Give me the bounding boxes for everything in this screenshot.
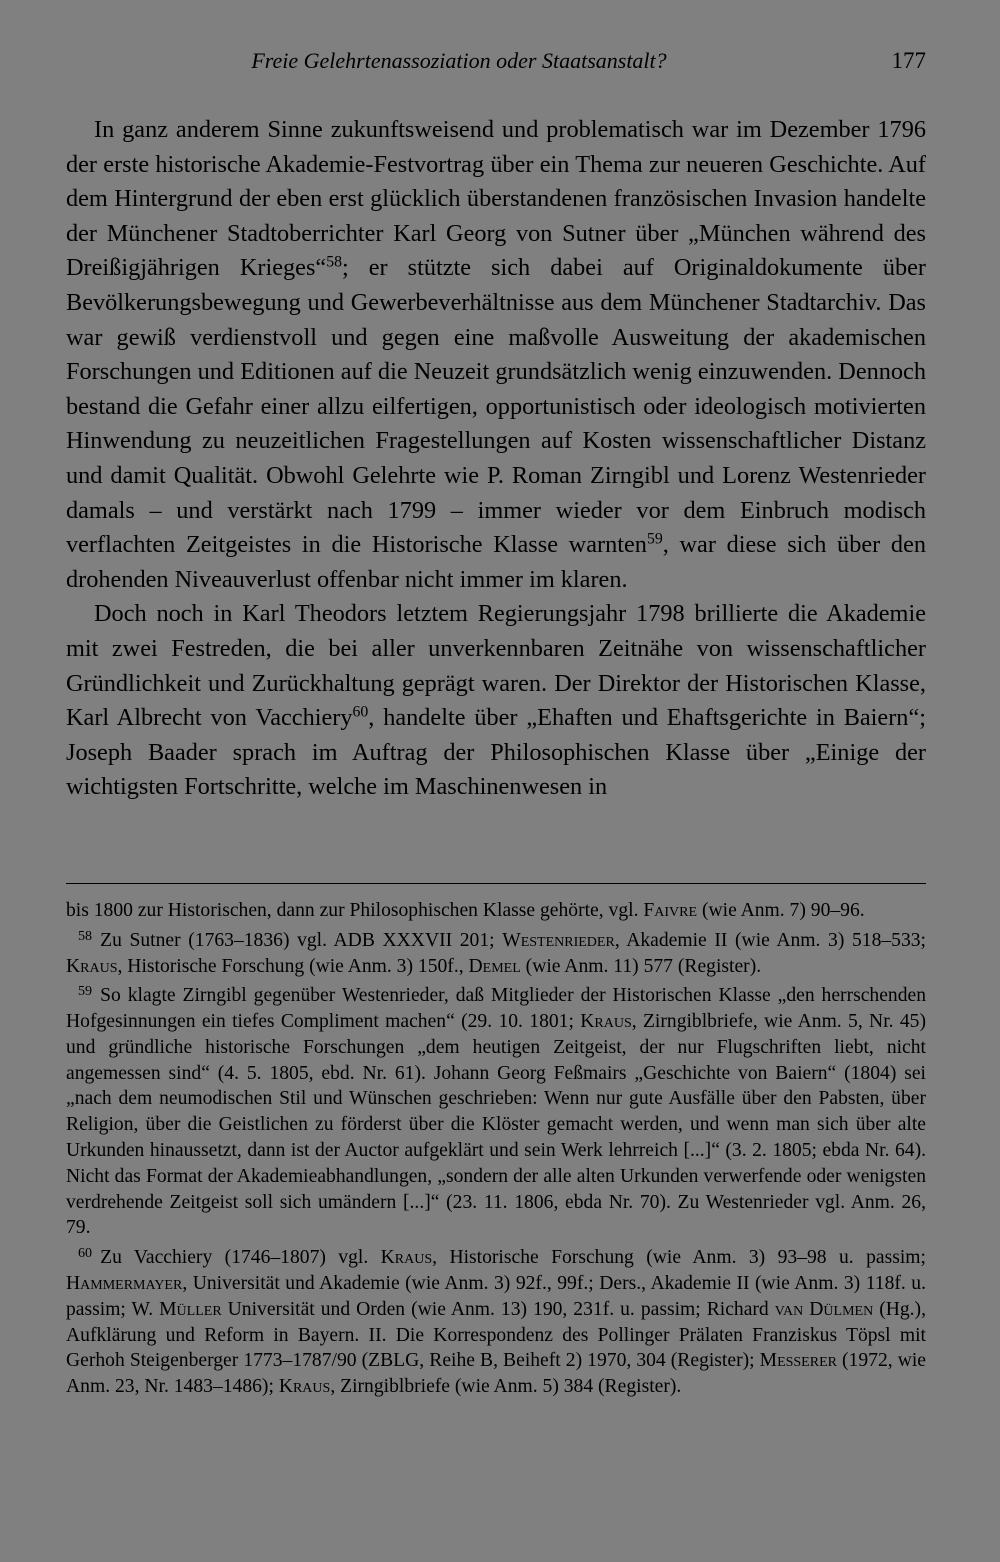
footnote-58 [66, 924, 926, 980]
paragraph-2 [66, 597, 926, 805]
author-name: Kraus [66, 955, 118, 977]
footnote-number: 60 [78, 1245, 93, 1262]
footnote-ref-60[interactable]: 60 [352, 703, 369, 721]
footnotes-section [66, 898, 926, 1400]
footnote-ref-58[interactable]: 58 [326, 253, 342, 271]
footnote-text: Zu Vacchiery (1746–1807) vgl. [100, 1247, 381, 1269]
footnote-continuation [66, 898, 926, 924]
footnote-divider [66, 883, 926, 884]
footnote-text: Zu Sutner (1763–1836) vgl. ADB XXXVII 201; [100, 929, 503, 951]
footnote-text: , Historische Forschung (wie Anm. 3) 150f., [117, 955, 469, 977]
footnote-number: 59 [78, 983, 93, 1000]
footnote-ref-59[interactable]: 59 [646, 530, 663, 548]
footnote-text: , Akademie II (wie Anm. 3) 518–533; [614, 929, 926, 951]
author-name: Westenrieder [502, 929, 615, 951]
author-name: Demel [468, 955, 521, 977]
author-name: Müller [159, 1298, 222, 1320]
footnote-text: , Historische Forschung (wie Anm. 3) 93–98 u. passim; [432, 1247, 926, 1269]
running-title: Freie Gelehrtenassoziation oder Staatsanstalt? [251, 48, 667, 73]
footnote-text: , Zirngiblbriefe, wie Anm. 5, Nr. 45) und gründliche historische Forschungen „dem heutigen Zeitgeist, der nur Flugschriften liebt, nicht angemessen sind“ (4. 5. 1805, ebd. Nr. 61). Johann Georg Feßmairs „Geschichte von Baiern“ (1804) sei „nach dem neumodischen Stil und Wünschen geschrieben: Wenn nur gute Ausfälle über den Pabsten, über Religion, über die Geistlichen zu förderst über die Klöster gemacht werden, und wenn man sich über alte Urkunden hinaussetzt, dann ist der Auctor aufgeklärt und sein Werk lehrreich [...]“ (3. 2. 1805; ebda Nr. 64). Nicht das Format der Akademieabhandlungen, „sondern der alle alten Urkunden verwerfende oder wenigsten verdrehende Zeitgeist soll sich umändern [...]“ (23. 11. 1806, ebda Nr. 70). Zu Westenrieder vgl. Anm. 26, 79. [66, 1011, 926, 1239]
footnote-number: 58 [78, 927, 93, 944]
paragraph-text: Doch noch in Karl Theodors letztem Regierungsjahr 1798 brillierte die Akademie mit zwei Festreden, die bei aller unverkennbaren Zeitnähe von wissenschaftlicher Gründlichkeit und Zurückhaltung geprägt waren. Der Direktor der Historischen Klasse, Karl Albrecht von Vacchiery [66, 600, 926, 732]
footnote-text: Universität und Orden (wie Anm. 13) 190, 231f. u. passim; Richard [221, 1298, 775, 1320]
footnote-59 [66, 979, 926, 1241]
footnote-text: (wie Anm. 7) 90–96. [697, 900, 865, 921]
paragraph-text: , war diese sich über den drohenden Niveauverlust offenbar nicht immer im klaren. [66, 531, 926, 593]
author-name: Kraus [278, 1376, 331, 1398]
author-name: Kraus [380, 1247, 433, 1269]
footnote-text: , Universität und Akademie (wie Anm. 3) 92f., 99f.; Ders., Akademie II (wie Anm. 3) 118f. u. passim; W. [66, 1272, 926, 1320]
paragraph-text: In ganz anderem Sinne zukunftsweisend und problematisch war im Dezember 1796 der erste historische Akademie-Festvortrag über ein Thema zur neueren Geschichte. Auf dem Hintergrund der eben erst glücklich überstandenen französischen Invasion handelte der Münchener Stadtoberrichter Karl Georg von Sutner über „München während des Dreißigjährigen Krieges“ [66, 116, 926, 282]
author-name: Messerer [759, 1350, 837, 1372]
footnote-text: (Hg.), Aufklärung und Reform in Bayern. II. Die Korrespondenz des Pollinger Prälaten Franziskus Töpsl mit Gerhoh Steigenberger 1773–1787/90 (ZBLG, Reihe B, Beiheft 2) 1970, 304 (Register); [66, 1298, 926, 1372]
author-name: van Dülmen [774, 1298, 874, 1320]
footnote-text: (1972, wie Anm. 23, Nr. 1483–1486); [66, 1350, 926, 1398]
author-name: Kraus [580, 1011, 632, 1033]
paragraph-text: ; er stützte sich dabei auf Originaldokumente über Bevölkerungsbewegung und Gewerbeverhältnisse aus dem Münchener Stadtarchiv. Das war gewiß verdienstvoll und gegen eine maßvolle Ausweitung der akademischen Forschungen und Editionen auf die Neuzeit grundsätzlich wenig einzuwenden. Dennoch bestand die Gefahr einer allzu eilfertigen, opportunistisch oder ideologisch motivierten Hinwendung zu neuzeitlichen Fragestellungen auf Kosten wissenschaftlicher Distanz und damit Qualität. Obwohl Gelehrte wie P. Roman Zirngibl und Lorenz Westenrieder damals – und verstärkt nach 1799 – immer wieder vor dem Einbruch modisch verflachten Zeitgeistes in die Historische Klasse warnten [66, 254, 926, 559]
footnote-text: bis 1800 zur Historischen, dann zur Philosophischen Klasse gehörte, vgl. [66, 900, 644, 921]
footnote-text: , Zirngiblbriefe (wie Anm. 5) 384 (Register). [330, 1376, 682, 1398]
author-name: Hammermayer [66, 1272, 183, 1294]
main-text [66, 113, 926, 805]
footnote-text: (wie Anm. 11) 577 (Register). [520, 955, 762, 977]
page-header [66, 48, 926, 84]
footnote-60 [66, 1241, 926, 1400]
author-name: Faivre [643, 900, 698, 921]
paragraph-text: , handelte über „Ehaften und Ehaftsgerichte in Baiern“; Joseph Baader sprach im Auftrag der Philosophischen Klasse über „Einige der wichtigsten Fortschritte, welche im Maschinenwesen in [66, 704, 926, 801]
paragraph-1 [66, 113, 926, 597]
footnote-text: So klagte Zirngibl gegenüber Westenrieder, daß Mitglieder der Historischen Klasse „den herrschenden Hofgesinnungen ein tiefes Compliment machen“ (29. 10. 1801; [66, 985, 926, 1033]
page-number: 177 [891, 48, 926, 73]
